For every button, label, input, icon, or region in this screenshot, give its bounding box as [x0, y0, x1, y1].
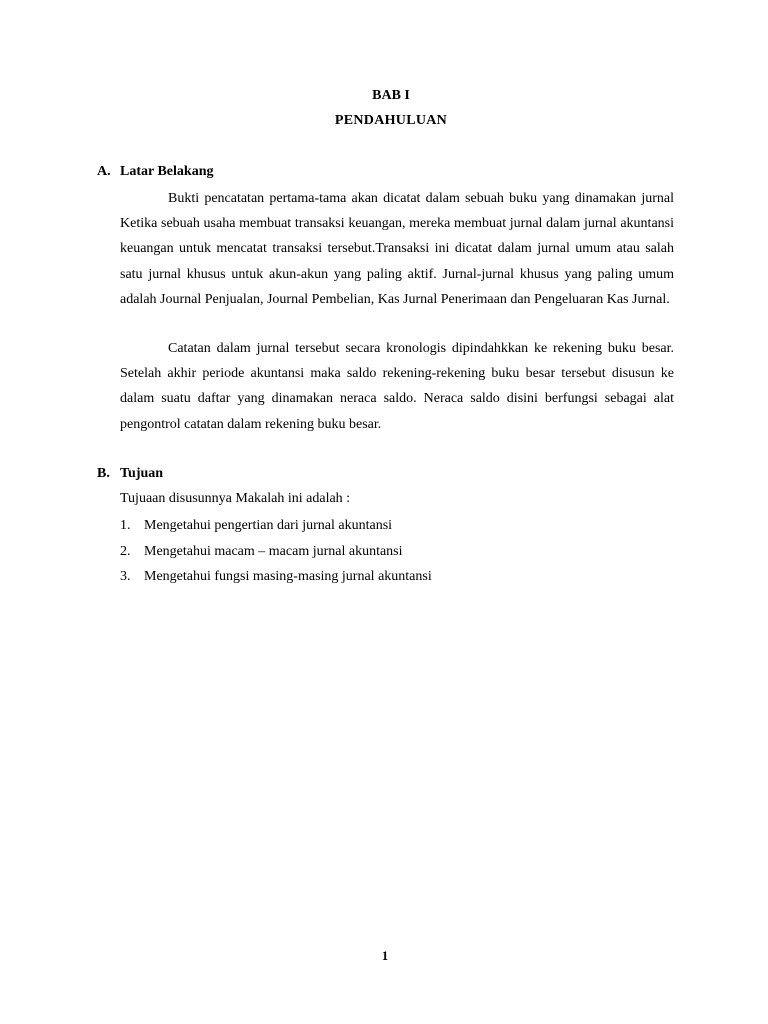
section-heading-latar-belakang — [97, 162, 213, 182]
paragraph: Bukti pencatatan pertama-tama akan dicatat dalam sebuah buku yang dinamakan jurnal Ketika sebuah usaha membuat transaksi keuangan, mereka membuat jurnal dalam jurnal akuntansi keuangan untuk mencatat transaksi tersebut.Transaksi ini dicatat dalam jurnal umum atau salah satu jurnal khusus untuk akun-akun yang paling aktif. Jurnal-jurnal khusus yang paling umum adalah Journal Penjualan, Journal Pembelian, Kas Jurnal Penerimaan dan Pengeluaran Kas Jurnal. — [120, 191, 674, 307]
list-text: Mengetahui pengertian dari jurnal akuntansi — [144, 518, 393, 533]
list-text: Mengetahui macam – macam jurnal akuntansi — [144, 543, 403, 559]
list-number: 2. — [120, 543, 131, 559]
paragraph: Catatan dalam jurnal tersebut secara kronologis dipindahkkan ke rekening buku besar. Setelah akhir periode akuntansi maka saldo rekening-rekening buku besar tersebut disusun ke dalam suatu daftar yang dinamakan neraca saldo. Neraca saldo disini berfungsi sebagai alat pengontrol catatan dalam rekening buku besar. — [120, 341, 674, 432]
goal-list — [120, 513, 432, 590]
section-letter: A. — [97, 164, 111, 179]
list-item — [120, 513, 432, 539]
list-number: 3. — [120, 569, 131, 584]
page-number: 1 — [381, 948, 389, 963]
list-item — [120, 539, 432, 565]
list-number: 1. — [120, 518, 131, 533]
chapter-title: PENDAHULUAN — [334, 113, 448, 128]
list-text: Mengetahui fungsi masing-masing jurnal akuntansi — [144, 569, 432, 584]
section-title: Latar Belakang — [120, 164, 214, 179]
section-letter: B. — [97, 466, 110, 481]
list-item — [120, 564, 432, 590]
section-heading-tujuan — [97, 464, 163, 484]
goals-intro: Tujuaan disusunnya Makalah ini adalah : — [120, 491, 351, 506]
chapter-label: BAB I — [372, 88, 410, 103]
section-title: Tujuan — [120, 466, 164, 481]
